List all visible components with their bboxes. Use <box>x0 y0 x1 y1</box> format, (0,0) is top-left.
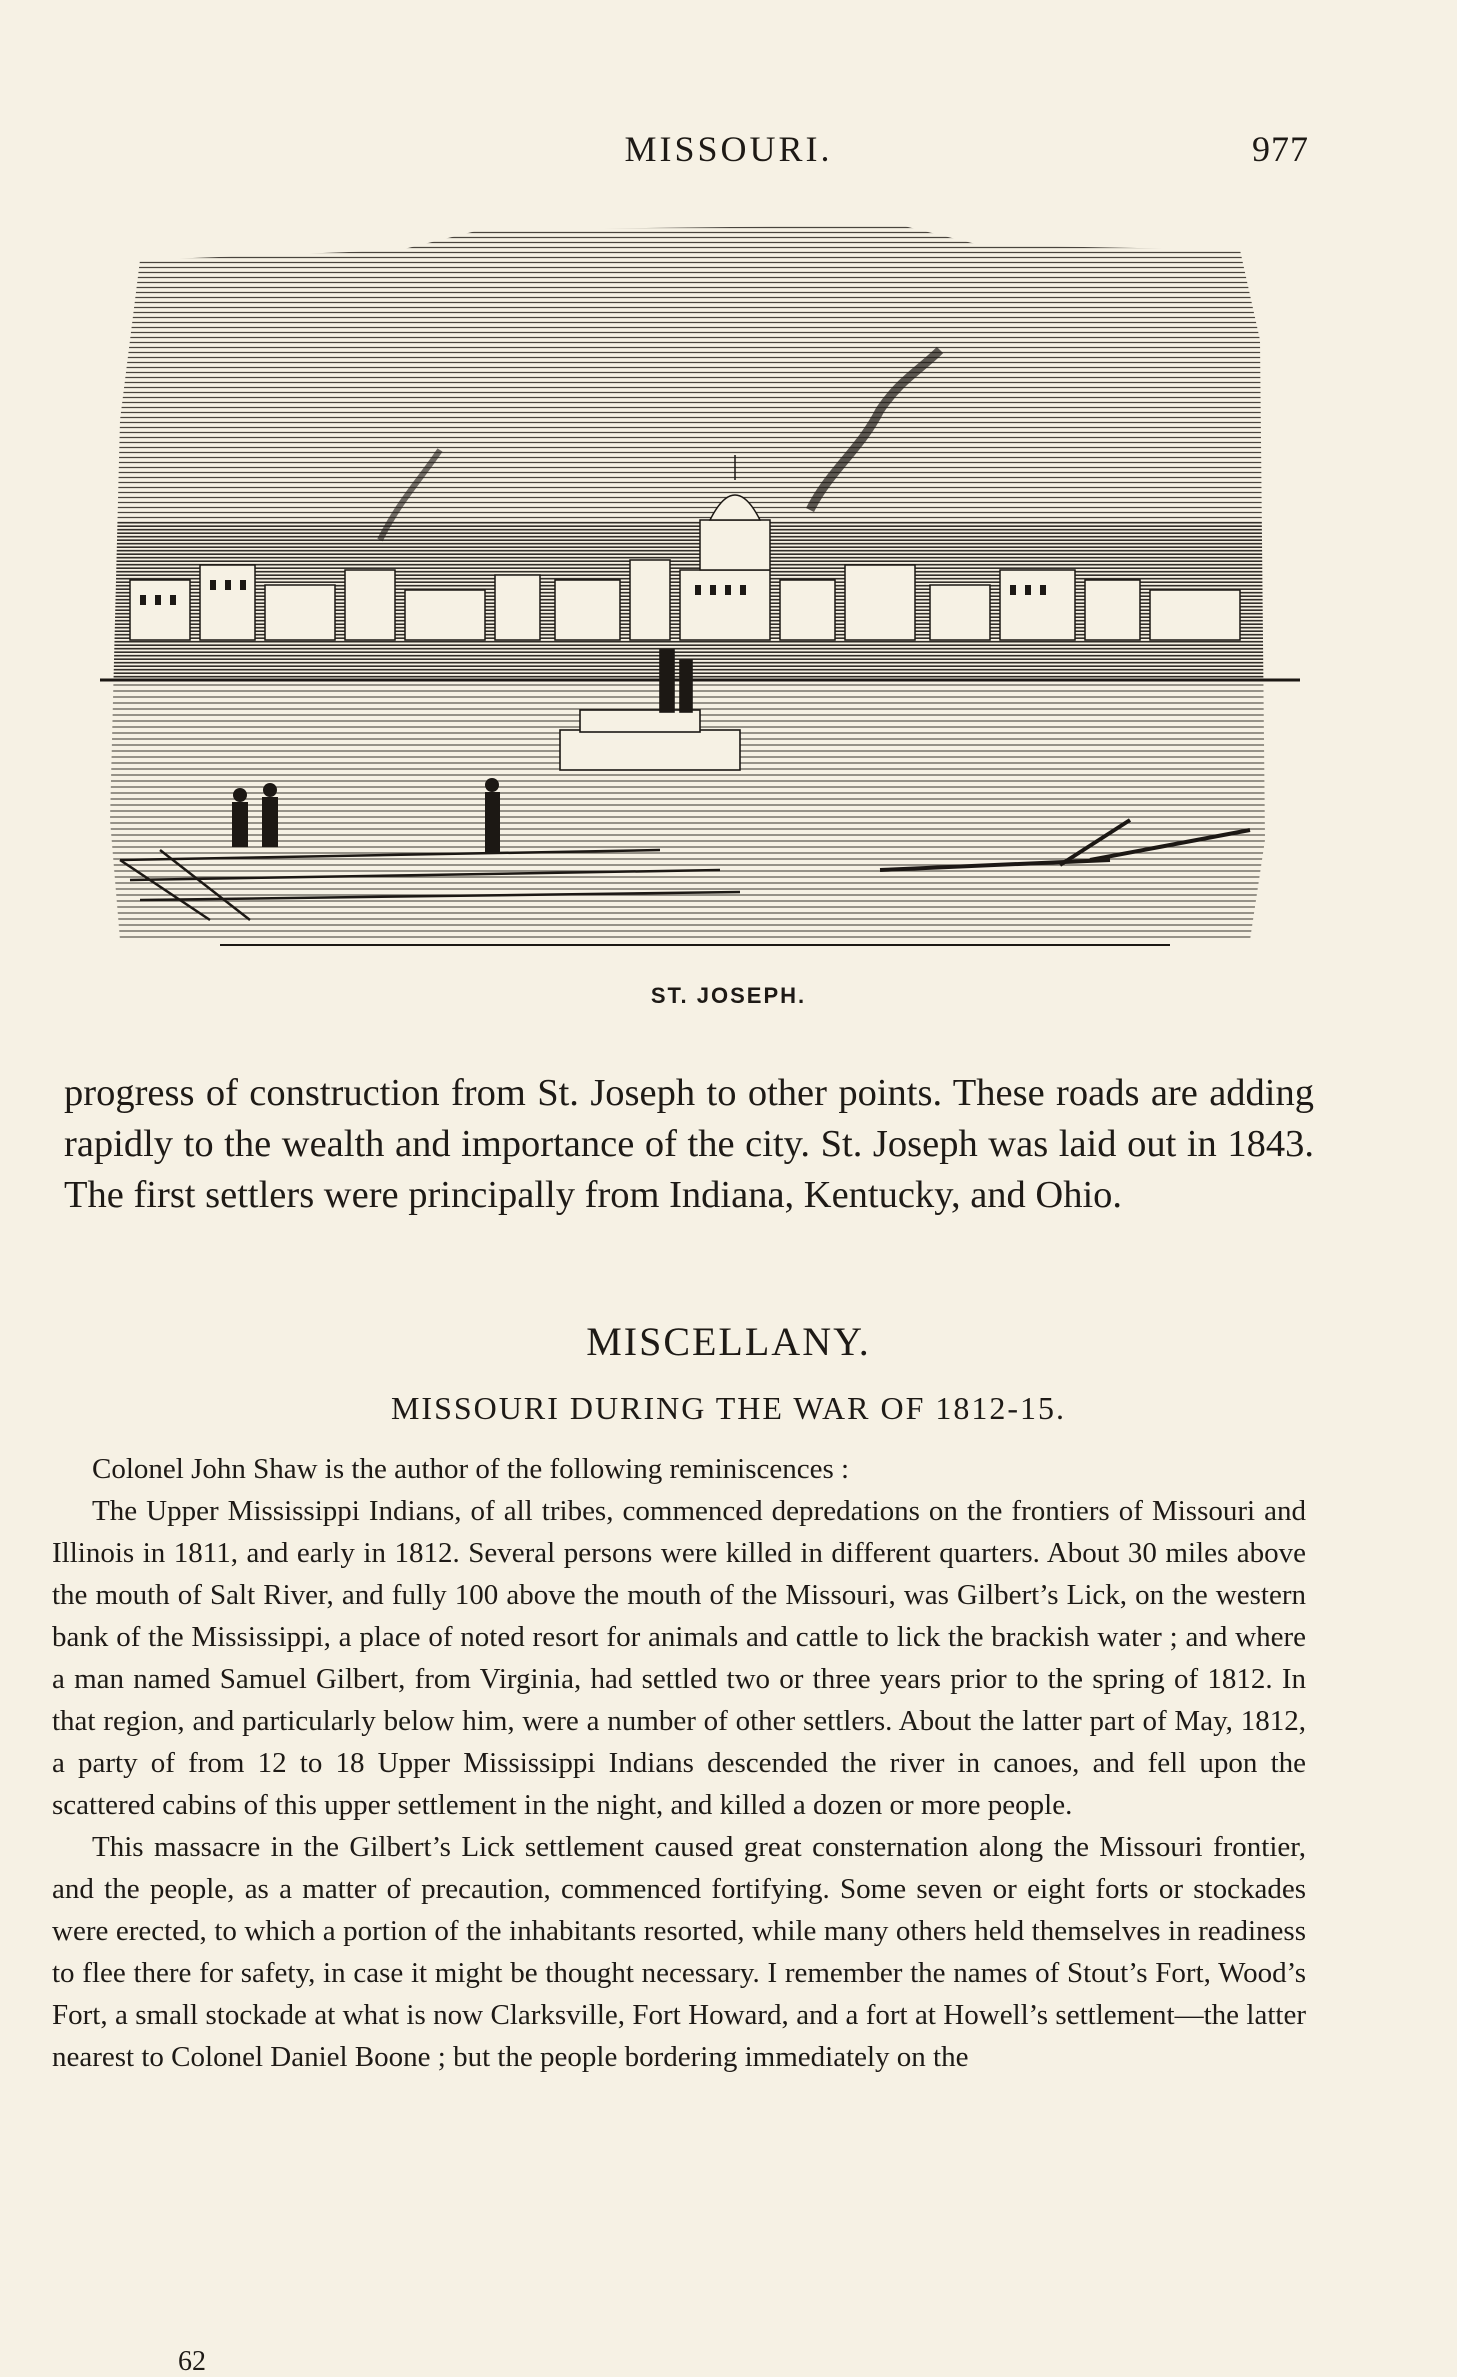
running-head <box>0 128 1457 178</box>
st-joseph-engraving <box>100 220 1300 960</box>
page-number: 977 <box>1252 129 1309 169</box>
body-text <box>52 1448 1306 2078</box>
illustration-caption: ST. JOSEPH. <box>650 983 807 1008</box>
signature-mark: 62 <box>178 2346 206 2377</box>
lead-paragraph: progress of construction from St. Joseph to other points. These roads are adding rapidly to the wealth and importance of the city. St. Joseph was laid out in 1843. The first settlers were principally from Indiana, Kentucky, and Ohio. <box>64 1072 1314 1216</box>
section-title: MISCELLANY. <box>586 1319 871 1364</box>
running-head-title: MISSOURI. <box>624 129 833 169</box>
body-paragraph: This massacre in the Gilbert’s Lick settlement caused great consternation along the Missouri frontier, and the people, as a matter of precaution, commenced fortifying. Some seven or eight forts or stockades were erected, to which a portion of the inhabitants resorted, while many others held themselves in readiness to flee there for safety, in case it might be thought necessary. I remember the names of Stout’s Fort, Wood’s Fort, a small stockade at what is now Clarksville, Fort Howard, and a fort at Howell’s settlement—the latter nearest to Colonel Daniel Boone ; but the people bordering immediately on the <box>52 1831 1306 2073</box>
body-paragraph: Colonel John Shaw is the author of the following reminiscences : <box>92 1453 850 1485</box>
body-paragraph: The Upper Mississippi Indians, of all tribes, commenced depredations on the frontiers of Missouri and Illinois in 1811, and early in 1812. Several persons were killed in different quarters. About 30 miles above the mouth of Salt River, and fully 100 above the mouth of the Missouri, was Gilbert’s Lick, on the western bank of the Mississippi, a place of noted resort for animals and cattle to lick the brackish water ; and where a man named Samuel Gilbert, from Virginia, had settled two or three years prior to the spring of 1812. In that region, and particularly below him, were a number of other settlers. About the latter part of May, 1812, a party of from 12 to 18 Upper Mississippi Indians descended the river in canoes, and fell upon the scattered cabins of this upper settlement in the night, and killed a dozen or more people. <box>52 1495 1306 1821</box>
section-subtitle: MISSOURI DURING THE WAR OF 1812-15. <box>390 1390 1067 1426</box>
